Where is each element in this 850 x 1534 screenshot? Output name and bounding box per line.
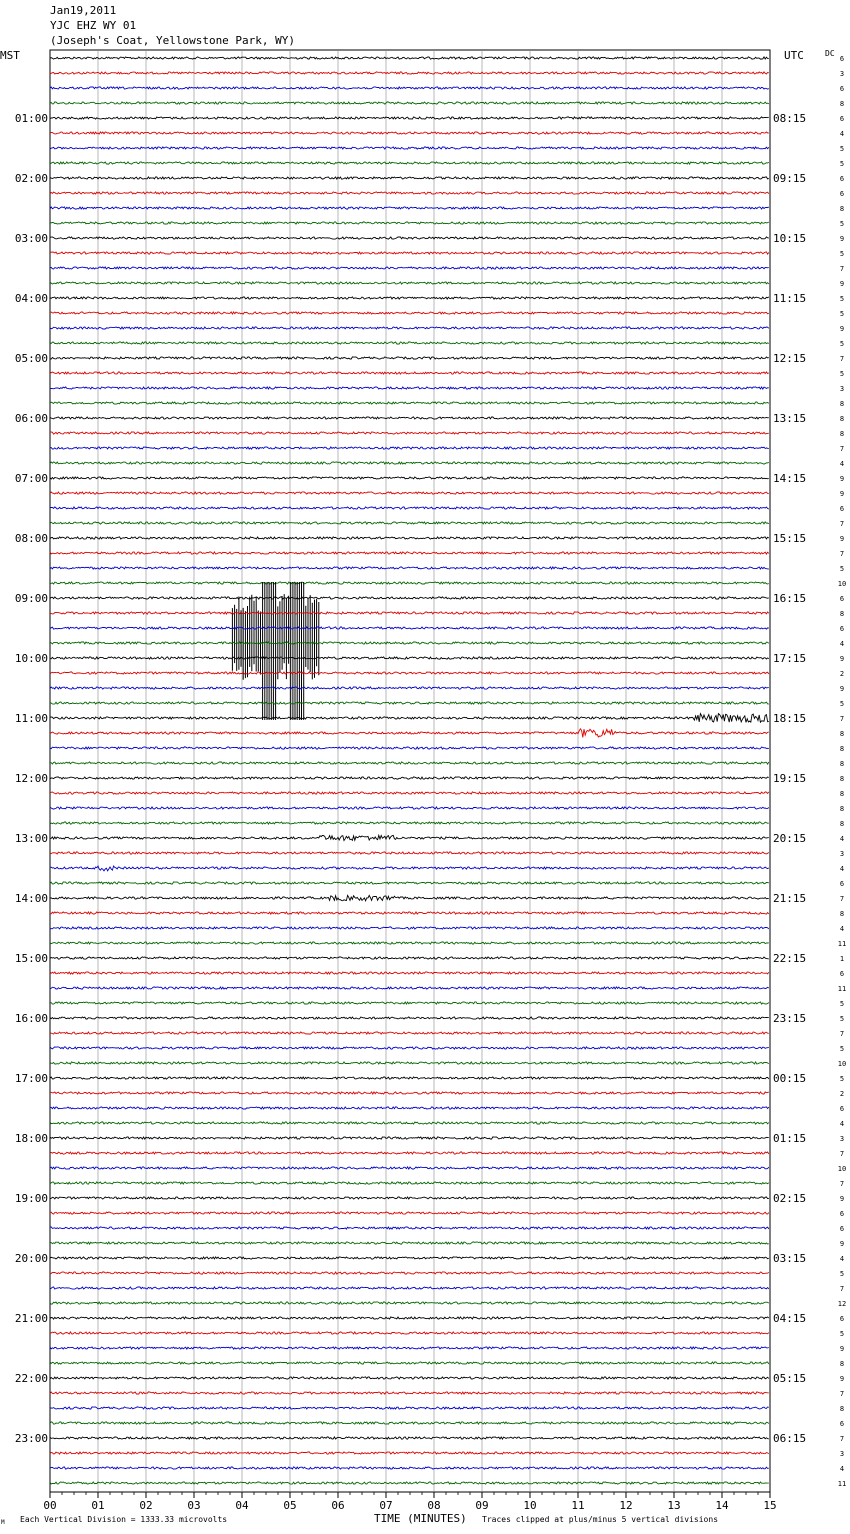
utc-hour-label: 06:15 — [773, 1432, 807, 1445]
trace-row — [50, 627, 769, 629]
dc-offset-value: 7 — [839, 1285, 845, 1293]
dc-offset-value: 7 — [839, 1180, 845, 1188]
trace-row — [50, 1092, 769, 1094]
mst-hour-label: 20:00 — [14, 1252, 48, 1265]
dc-offset-value: 6 — [839, 175, 845, 183]
dc-axis-title: DC — [825, 49, 835, 58]
trace-row — [50, 117, 769, 119]
trace-row — [50, 1257, 769, 1259]
dc-offset-value: 7 — [839, 715, 845, 723]
dc-offset-value: 4 — [839, 1255, 845, 1263]
trace-row — [50, 747, 769, 749]
trace-row — [50, 1272, 769, 1274]
trace-row — [50, 1062, 769, 1064]
record-date: Jan19,2011 — [50, 4, 117, 17]
trace-row — [50, 1422, 769, 1424]
dc-offset-value: 7 — [839, 1435, 845, 1443]
dc-offset-value: 6 — [839, 880, 845, 888]
trace-row — [50, 342, 769, 344]
dc-offset-value: 4 — [839, 640, 845, 648]
trace-row — [50, 57, 769, 59]
trace-row — [50, 642, 769, 644]
trace-row — [50, 1392, 769, 1394]
dc-offset-value: 4 — [839, 925, 845, 933]
x-tick-label: 13 — [667, 1499, 681, 1512]
trace-row — [50, 147, 769, 149]
dc-offset-value: 9 — [839, 325, 845, 333]
station-location: (Joseph's Coat, Yellowstone Park, WY) — [50, 34, 296, 47]
corner-mark: M — [1, 1519, 5, 1526]
mst-hour-label: 18:00 — [14, 1132, 48, 1145]
trace-row — [50, 1332, 769, 1334]
trace-row — [50, 612, 769, 614]
trace-row — [50, 177, 769, 179]
x-tick-label: 03 — [187, 1499, 201, 1512]
trace-row — [50, 714, 769, 723]
trace-row — [50, 1302, 769, 1304]
utc-axis-title: UTC — [784, 49, 804, 62]
trace-row — [50, 1317, 769, 1319]
mst-hour-label: 10:00 — [14, 652, 48, 665]
trace-row — [50, 582, 769, 584]
dc-offset-value: 6 — [839, 115, 845, 123]
utc-hour-label: 16:15 — [773, 592, 807, 605]
mst-hour-label: 02:00 — [14, 172, 48, 185]
dc-offset-value: 5 — [839, 1000, 845, 1008]
station-code: YJC EHZ WY 01 — [50, 19, 137, 32]
x-tick-label: 04 — [235, 1499, 249, 1512]
dc-offset-value: 8 — [839, 790, 845, 798]
trace-row — [50, 522, 769, 524]
x-tick-label: 15 — [763, 1499, 777, 1512]
mst-hour-label: 17:00 — [14, 1072, 48, 1085]
trace-row — [50, 462, 769, 464]
dc-offset-value: 8 — [839, 910, 845, 918]
dc-offset-value: 5 — [839, 295, 845, 303]
utc-hour-label: 17:15 — [773, 652, 807, 665]
utc-hour-label: 09:15 — [773, 172, 807, 185]
dc-offset-value: 7 — [839, 355, 845, 363]
x-tick-label: 09 — [475, 1499, 489, 1512]
dc-offset-value: 9 — [839, 535, 845, 543]
dc-offset-value: 9 — [839, 280, 845, 288]
trace-row — [50, 882, 769, 884]
dc-offset-value: 4 — [839, 1120, 845, 1128]
dc-offset-value: 5 — [839, 220, 845, 228]
utc-hour-label: 04:15 — [773, 1312, 807, 1325]
dc-offset-value: 7 — [839, 265, 845, 273]
trace-row — [50, 1122, 769, 1124]
dc-offset-value: 7 — [839, 895, 845, 903]
trace-row — [50, 702, 769, 704]
dc-offset-value: 1 — [839, 955, 845, 963]
dc-offset-value: 9 — [839, 1375, 845, 1383]
mst-hour-label: 14:00 — [14, 892, 48, 905]
trace-row — [50, 222, 769, 224]
dc-offset-value: 4 — [839, 130, 845, 138]
trace-row — [50, 822, 769, 824]
dc-offset-value: 9 — [839, 685, 845, 693]
trace-row — [50, 492, 769, 494]
dc-offset-value: 8 — [839, 100, 845, 108]
dc-offset-value: 5 — [839, 1045, 845, 1053]
trace-row — [50, 1347, 769, 1349]
trace-row — [50, 807, 769, 809]
trace-row — [50, 957, 769, 959]
dc-offset-value: 11 — [837, 985, 847, 993]
trace-row — [50, 762, 769, 764]
mst-hour-label: 19:00 — [14, 1192, 48, 1205]
utc-hour-label: 03:15 — [773, 1252, 807, 1265]
trace-row — [50, 1152, 769, 1154]
trace-row — [50, 657, 769, 659]
dc-offset-value: 8 — [839, 820, 845, 828]
dc-offset-value: 9 — [839, 235, 845, 243]
mst-hour-label: 08:00 — [14, 532, 48, 545]
trace-row — [50, 1002, 769, 1004]
dc-offset-value: 9 — [839, 490, 845, 498]
mst-hour-label: 23:00 — [14, 1432, 48, 1445]
utc-hour-label: 12:15 — [773, 352, 807, 365]
dc-offset-value: 10 — [837, 1060, 847, 1068]
mst-hour-label: 06:00 — [14, 412, 48, 425]
trace-row — [50, 729, 769, 738]
utc-hour-label: 23:15 — [773, 1012, 807, 1025]
trace-row — [50, 537, 769, 539]
utc-hour-label: 13:15 — [773, 412, 807, 425]
utc-hour-label: 00:15 — [773, 1072, 807, 1085]
trace-row — [50, 1242, 769, 1244]
trace-row — [50, 852, 769, 854]
trace-row — [50, 432, 769, 434]
dc-offset-value: 4 — [839, 865, 845, 873]
utc-hour-label: 11:15 — [773, 292, 807, 305]
trace-row — [50, 417, 769, 419]
dc-offset-value: 5 — [839, 250, 845, 258]
trace-row — [50, 372, 769, 374]
dc-offset-value: 6 — [839, 190, 845, 198]
trace-row — [50, 1437, 769, 1439]
dc-offset-value: 5 — [839, 700, 845, 708]
dc-offset-value: 7 — [839, 445, 845, 453]
trace-row — [50, 1077, 769, 1079]
trace-row — [50, 672, 769, 674]
mst-hour-label: 05:00 — [14, 352, 48, 365]
dc-offset-value: 3 — [839, 1450, 845, 1458]
utc-hour-label: 14:15 — [773, 472, 807, 485]
mst-hour-label: 11:00 — [14, 712, 48, 725]
trace-row — [50, 1407, 769, 1409]
trace-row — [50, 312, 769, 314]
utc-hour-label: 19:15 — [773, 772, 807, 785]
trace-row — [50, 162, 769, 164]
trace-row — [50, 1467, 769, 1469]
x-tick-label: 08 — [427, 1499, 441, 1512]
trace-row — [50, 1182, 769, 1184]
trace-row — [50, 866, 769, 871]
trace-row — [50, 1032, 769, 1034]
trace-row — [50, 327, 769, 329]
dc-offset-value: 8 — [839, 415, 845, 423]
trace-row — [50, 252, 769, 254]
dc-offset-value: 8 — [839, 1405, 845, 1413]
dc-offset-value: 12 — [837, 1300, 847, 1308]
trace-row — [50, 237, 769, 239]
trace-row — [50, 402, 769, 404]
mst-hour-label: 22:00 — [14, 1372, 48, 1385]
utc-hour-label: 01:15 — [773, 1132, 807, 1145]
trace-row — [50, 207, 769, 209]
dc-offset-value: 7 — [839, 1030, 845, 1038]
dc-offset-value: 7 — [839, 550, 845, 558]
dc-offset-value: 5 — [839, 310, 845, 318]
dc-offset-value: 5 — [839, 1330, 845, 1338]
dc-offset-value: 6 — [839, 1420, 845, 1428]
x-tick-label: 05 — [283, 1499, 297, 1512]
x-tick-label: 07 — [379, 1499, 393, 1512]
x-tick-label: 14 — [715, 1499, 729, 1512]
dc-offset-value: 5 — [839, 340, 845, 348]
trace-row — [50, 1212, 769, 1214]
dc-offset-value: 10 — [837, 580, 847, 588]
trace-row — [50, 1227, 769, 1229]
dc-offset-value: 8 — [839, 745, 845, 753]
dc-offset-value: 6 — [839, 85, 845, 93]
trace-row — [50, 72, 769, 74]
trace-row — [50, 552, 769, 554]
dc-offset-value: 8 — [839, 760, 845, 768]
dc-offset-value: 4 — [839, 835, 845, 843]
dc-offset-value: 4 — [839, 460, 845, 468]
dc-offset-value: 6 — [839, 1210, 845, 1218]
trace-row — [50, 1377, 769, 1379]
trace-row — [50, 102, 769, 104]
dc-offset-value: 8 — [839, 1360, 845, 1368]
dc-offset-value: 6 — [839, 625, 845, 633]
dc-offset-value: 6 — [839, 595, 845, 603]
mst-hour-label: 04:00 — [14, 292, 48, 305]
dc-offset-value: 9 — [839, 1345, 845, 1353]
dc-offset-value: 5 — [839, 1075, 845, 1083]
dc-offset-value: 5 — [839, 160, 845, 168]
x-tick-label: 12 — [619, 1499, 633, 1512]
dc-offset-value: 2 — [839, 1090, 845, 1098]
dc-offset-value: 3 — [839, 1135, 845, 1143]
x-axis-label: TIME (MINUTES) — [374, 1512, 467, 1525]
x-tick-label: 10 — [523, 1499, 537, 1512]
dc-offset-value: 7 — [839, 520, 845, 528]
dc-offset-value: 8 — [839, 430, 845, 438]
mst-hour-label: 07:00 — [14, 472, 48, 485]
dc-offset-value: 6 — [839, 1105, 845, 1113]
mst-hour-label: 12:00 — [14, 772, 48, 785]
dc-offset-value: 11 — [837, 940, 847, 948]
trace-row — [50, 387, 769, 389]
dc-offset-value: 9 — [839, 475, 845, 483]
x-tick-label: 11 — [571, 1499, 585, 1512]
utc-hour-label: 22:15 — [773, 952, 807, 965]
utc-hour-label: 18:15 — [773, 712, 807, 725]
dc-offset-value: 6 — [839, 1225, 845, 1233]
dc-offset-value: 10 — [837, 1165, 847, 1173]
scale-note: Each Vertical Division = 1333.33 microvolts — [20, 1515, 228, 1524]
trace-row — [50, 1362, 769, 1364]
mst-hour-label: 21:00 — [14, 1312, 48, 1325]
dc-offset-value: 8 — [839, 205, 845, 213]
mst-hour-label: 15:00 — [14, 952, 48, 965]
x-tick-label: 06 — [331, 1499, 345, 1512]
dc-offset-value: 6 — [839, 1315, 845, 1323]
dc-offset-value: 2 — [839, 670, 845, 678]
dc-offset-value: 6 — [839, 505, 845, 513]
trace-row — [50, 1197, 769, 1199]
utc-hour-label: 20:15 — [773, 832, 807, 845]
trace-row — [50, 895, 769, 901]
dc-offset-value: 3 — [839, 70, 845, 78]
mst-hour-label: 09:00 — [14, 592, 48, 605]
dc-offset-value: 3 — [839, 385, 845, 393]
trace-row — [50, 477, 769, 479]
utc-hour-label: 21:15 — [773, 892, 807, 905]
mst-hour-label: 13:00 — [14, 832, 48, 845]
trace-row — [50, 447, 769, 449]
dc-offset-value: 6 — [839, 55, 845, 63]
trace-row — [50, 1482, 769, 1484]
mst-hour-label: 03:00 — [14, 232, 48, 245]
trace-row — [50, 777, 769, 779]
utc-hour-label: 02:15 — [773, 1192, 807, 1205]
dc-offset-value: 6 — [839, 970, 845, 978]
dc-offset-value: 9 — [839, 1240, 845, 1248]
utc-hour-label: 05:15 — [773, 1372, 807, 1385]
dc-offset-value: 7 — [839, 1390, 845, 1398]
dc-offset-value: 11 — [837, 1480, 847, 1488]
trace-row — [50, 357, 769, 359]
trace-row — [50, 1452, 769, 1454]
trace-row — [50, 297, 769, 299]
dc-offset-value: 8 — [839, 730, 845, 738]
clipped-event-burst — [232, 582, 318, 720]
plot-frame — [50, 50, 770, 1492]
x-tick-label: 02 — [139, 1499, 153, 1512]
clip-note: Traces clipped at plus/minus 5 vertical divisions — [482, 1515, 719, 1524]
trace-row — [50, 927, 769, 929]
utc-hour-label: 08:15 — [773, 112, 807, 125]
dc-offset-value: 5 — [839, 370, 845, 378]
trace-row — [50, 1017, 769, 1019]
dc-offset-value: 5 — [839, 1270, 845, 1278]
utc-hour-label: 15:15 — [773, 532, 807, 545]
trace-row — [50, 87, 769, 89]
mst-hour-label: 01:00 — [14, 112, 48, 125]
dc-offset-value: 3 — [839, 850, 845, 858]
trace-row — [50, 597, 769, 599]
dc-offset-value: 9 — [839, 655, 845, 663]
trace-row — [50, 1137, 769, 1139]
dc-offset-value: 5 — [839, 565, 845, 573]
trace-row — [50, 282, 769, 284]
trace-row — [50, 912, 769, 914]
trace-row — [50, 972, 769, 974]
trace-row — [50, 942, 769, 944]
trace-row — [50, 192, 769, 194]
trace-row — [50, 1047, 769, 1049]
dc-offset-value: 5 — [839, 1015, 845, 1023]
mst-hour-label: 16:00 — [14, 1012, 48, 1025]
trace-row — [50, 687, 769, 689]
dc-offset-value: 7 — [839, 1150, 845, 1158]
dc-offset-value: 8 — [839, 400, 845, 408]
trace-row — [50, 792, 769, 794]
trace-row — [50, 1107, 769, 1109]
mst-axis-title: MST — [0, 49, 20, 62]
dc-offset-value: 8 — [839, 805, 845, 813]
x-tick-label: 00 — [43, 1499, 57, 1512]
trace-row — [50, 567, 769, 569]
trace-row — [50, 132, 769, 134]
dc-offset-value: 5 — [839, 145, 845, 153]
trace-row — [50, 507, 769, 509]
dc-offset-value: 8 — [839, 775, 845, 783]
dc-offset-value: 9 — [839, 1195, 845, 1203]
trace-row — [50, 267, 769, 269]
trace-row — [50, 835, 769, 840]
utc-hour-label: 10:15 — [773, 232, 807, 245]
dc-offset-value: 4 — [839, 1465, 845, 1473]
dc-offset-value: 8 — [839, 610, 845, 618]
x-tick-label: 01 — [91, 1499, 105, 1512]
trace-row — [50, 1287, 769, 1289]
trace-row — [50, 987, 769, 989]
trace-row — [50, 1167, 769, 1169]
